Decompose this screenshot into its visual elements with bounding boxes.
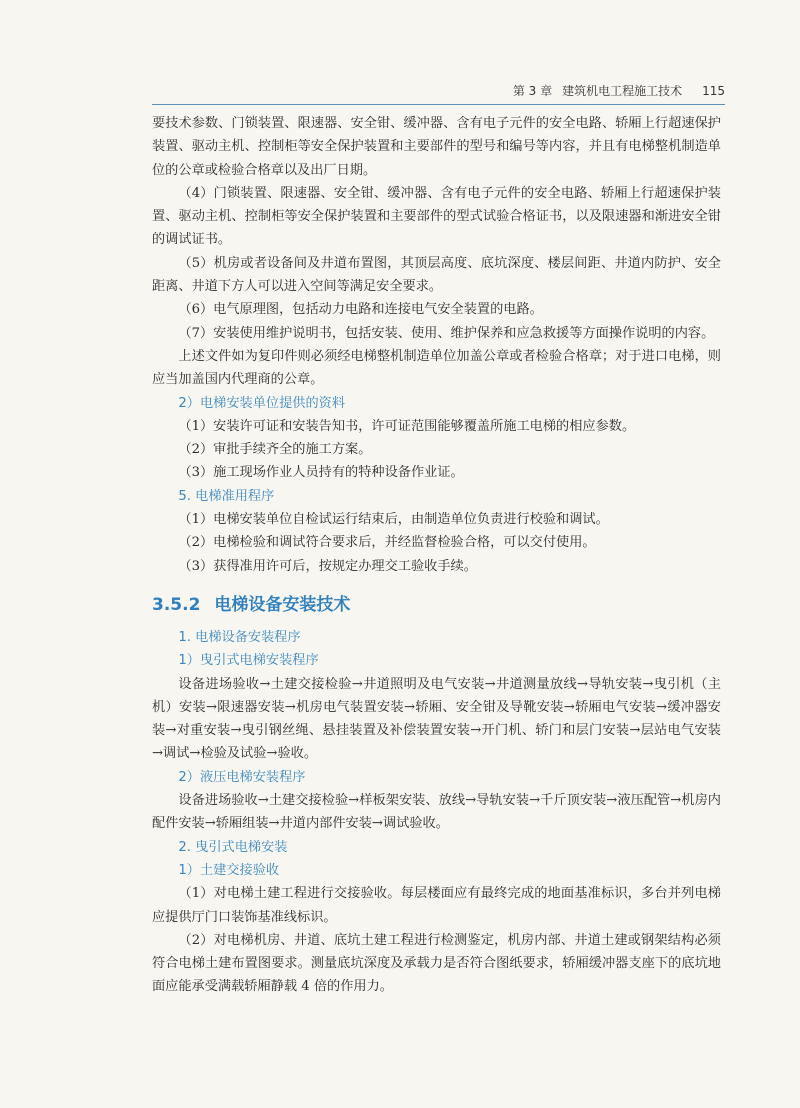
paragraph: （1）电梯安装单位自检试运行结束后，由制造单位负责进行校验和调试。: [178, 512, 609, 528]
section-number: 3.5.2: [152, 594, 201, 615]
paragraph: （3）获得准用许可后，按规定办理交工验收手续。: [178, 558, 477, 574]
paragraph: （1）安装许可证和安装告知书，许可证范围能够覆盖所施工电梯的相应参数。: [178, 418, 636, 434]
subheading: 1. 电梯设备安装程序: [178, 629, 301, 645]
paragraph: （4）门锁装置、限速器、安全钳、缓冲器、含有电子元件的安全电路、轿厢上行超速保护装置、驱动主机、控制柜等安全保护装置和主要部件的型式试验合格证书，以及限速器和渐进安全钳的调试证书。: [152, 185, 721, 248]
paragraph: 上述文件如为复印件则必须经电梯整机制造单位加盖公章或者检验合格章；对于进口电梯，则应当加盖国内代理商的公章。: [152, 348, 721, 388]
subheading: 1）曳引式电梯安装程序: [178, 653, 319, 669]
page-number: 115: [702, 84, 725, 98]
subheading: 2）电梯安装单位提供的资料: [178, 395, 346, 411]
paragraph: 设备进场验收→土建交接检验→样板架安装、放线→导轨安装→千斤顶安装→液压配管→机房内配件安装→轿厢组装→井道内部件安装→调试验收。: [152, 793, 721, 832]
paragraph: （6）电气原理图，包括动力电路和连接电气安全装置的电路。: [178, 302, 543, 318]
section-heading: [152, 590, 721, 620]
paragraph: 设备进场验收→土建交接检验→井道照明及电气安装→井道测量放线→导轨安装→曳引机（主机）安装→限速器安装→机房电气装置安装→轿厢、安全钳及导靴安装→轿厢电气安装→缓冲器安装→对重安装→曳引钢丝绳、悬挂装置及补偿装置安装→开门机、轿门和层门安装→层站电气安装→调试→检验及试验→验收。: [152, 676, 721, 762]
subheading: 1）土建交接验收: [178, 862, 280, 878]
paragraph: （5）机房或者设备间及井道布置图，其顶层高度、底坑深度、楼层间距、井道内防护、安全距离、井道下方人可以进入空间等满足安全要求。: [152, 255, 721, 295]
subheading: 5. 电梯准用程序: [178, 488, 275, 504]
subheading: 2）液压电梯安装程序: [178, 769, 306, 785]
paragraph: （1）对电梯土建工程进行交接验收。每层楼面应有最终完成的地面基准标识，多台并列电梯应提供厅门口装饰基准线标识。: [152, 886, 721, 925]
header-rule: [152, 104, 725, 105]
running-header: [152, 82, 725, 104]
chapter-title: 建筑机电工程施工技术: [562, 84, 683, 98]
paragraph: 要技术参数、门锁装置、限速器、安全钳、缓冲器、含有电子元件的安全电路、轿厢上行超速保护装置、驱动主机、控制柜等安全保护装置和主要部件的型号和编号等内容，并且有电梯整机制造单位的公章或检验合格章以及出厂日期。: [152, 116, 721, 178]
section-title: 电梯设备安装技术: [214, 594, 351, 615]
subheading: 2. 曳引式电梯安装: [178, 839, 288, 855]
paragraph: （2）电梯检验和调试符合要求后，并经监督检验合格，可以交付使用。: [178, 535, 596, 551]
body-text: [152, 112, 721, 999]
paragraph: （3）施工现场作业人员持有的特种设备作业证。: [178, 465, 464, 481]
chapter-label: 第 3 章: [512, 84, 553, 98]
paragraph: （7）安装使用维护说明书，包括安装、使用、维护保养和应急救援等方面操作说明的内容。: [178, 325, 715, 341]
paragraph: （2）审批手续齐全的施工方案。: [178, 442, 372, 458]
paragraph: （2）对电梯机房、井道、底坑土建工程进行检测鉴定，机房内部、井道土建或钢架结构必须符合电梯土建布置图要求。测量底坑深度及承载力是否符合图纸要求，轿厢缓冲器支座下的底坑地面应能承受满载轿厢静载 4 倍的作用力。: [152, 932, 721, 995]
